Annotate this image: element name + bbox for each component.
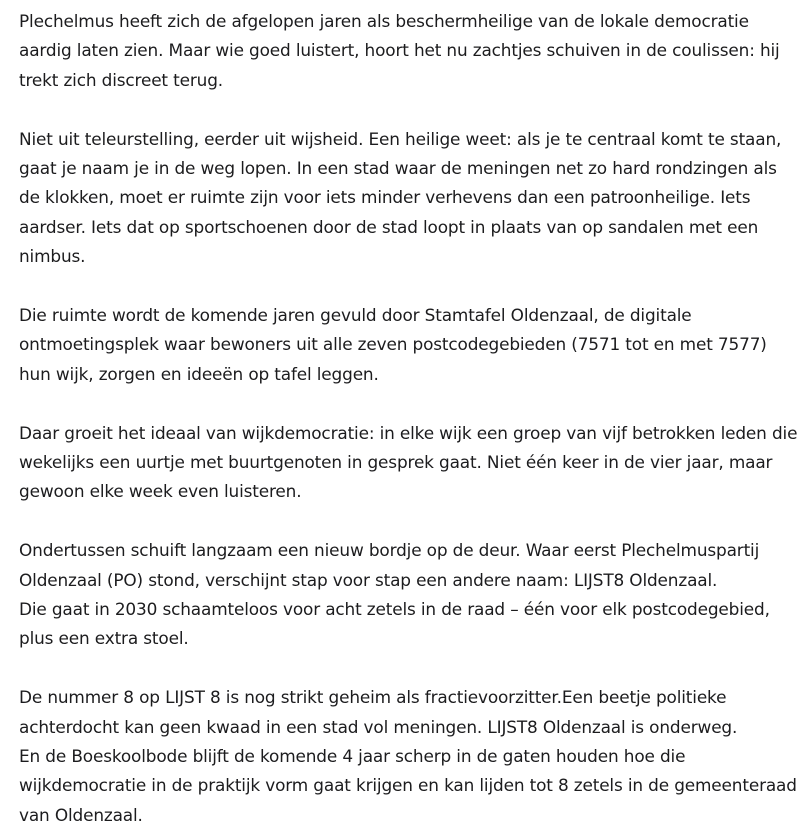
text-line: hun wijk, zorgen en ideeën op tafel leggen. [19, 363, 379, 384]
paragraph-boeskoolbode [19, 683, 797, 830]
text-line: plus een extra stoel. [19, 628, 189, 649]
paragraph-stamtafel [19, 301, 797, 389]
text-line: ontmoetingsplek waar bewoners uit alle zeven postcodegebieden (7571 tot en met 7577) [19, 334, 767, 355]
text-line: Ondertussen schuift langzaam een nieuw bordje op de deur. Waar eerst Plechelmuspartij [19, 540, 760, 561]
text-line: Oldenzaal (PO) stond, verschijnt stap voor stap een andere naam: LIJST8 Oldenzaal. [19, 569, 718, 590]
paragraph-lijst8 [19, 536, 797, 654]
text-line: wijkdemocratie in de praktijk vorm gaat krijgen en kan lijden tot 8 zetels in de gemeenteraad [19, 775, 797, 796]
text-line: aardser. Iets dat op sportschoenen door de stad loopt in plaats van op sandalen met een [19, 216, 759, 237]
text-line: trekt zich discreet terug. [19, 69, 223, 90]
text-line: Die ruimte wordt de komende jaren gevuld door Stamtafel Oldenzaal, de digitale [19, 305, 692, 326]
text-line: gaat je naam je in de weg lopen. In een stad waar de meningen net zo hard rondzingen als [19, 158, 777, 179]
text-line: En de Boeskoolbode blijft de komende 4 jaar scherp in de gaten houden hoe die [19, 746, 686, 767]
text-line: van Oldenzaal. [19, 804, 143, 825]
article-body [19, 7, 797, 830]
paragraph-wijkdemocratie [19, 419, 797, 507]
text-line: Daar groeit het ideaal van wijkdemocratie: in elke wijk een groep van vijf betrokken leden die [19, 422, 798, 443]
paragraph-wijsheid [19, 125, 797, 272]
text-line: aardig laten zien. Maar wie goed luistert, hoort het nu zachtjes schuiven in de coulissen: hij [19, 40, 780, 61]
text-line: wekelijks een uurtje met buurtgenoten in gesprek gaat. Niet één keer in de vier jaar, maar [19, 452, 773, 473]
text-line: nimbus. [19, 246, 86, 267]
text-line: de klokken, moet er ruimte zijn voor iets minder verhevens dan een patroonheilige. Iets [19, 187, 751, 208]
text-line: Niet uit teleurstelling, eerder uit wijsheid. Een heilige weet: als je te centraal komt te staan, [19, 128, 782, 149]
text-line: Die gaat in 2030 schaamteloos voor acht zetels in de raad – één voor elk postcodegebied, [19, 599, 770, 620]
paragraph-plechelmus [19, 7, 797, 95]
text-line: De nummer 8 op LIJST 8 is nog strikt geheim als fractievoorzitter.Een beetje politieke [19, 687, 727, 708]
text-line: achterdocht kan geen kwaad in een stad vol meningen. LIJST8 Oldenzaal is onderweg. [19, 716, 738, 737]
text-line: gewoon elke week even luisteren. [19, 481, 302, 502]
text-line: Plechelmus heeft zich de afgelopen jaren als beschermheilige van de lokale democratie [19, 11, 749, 31]
